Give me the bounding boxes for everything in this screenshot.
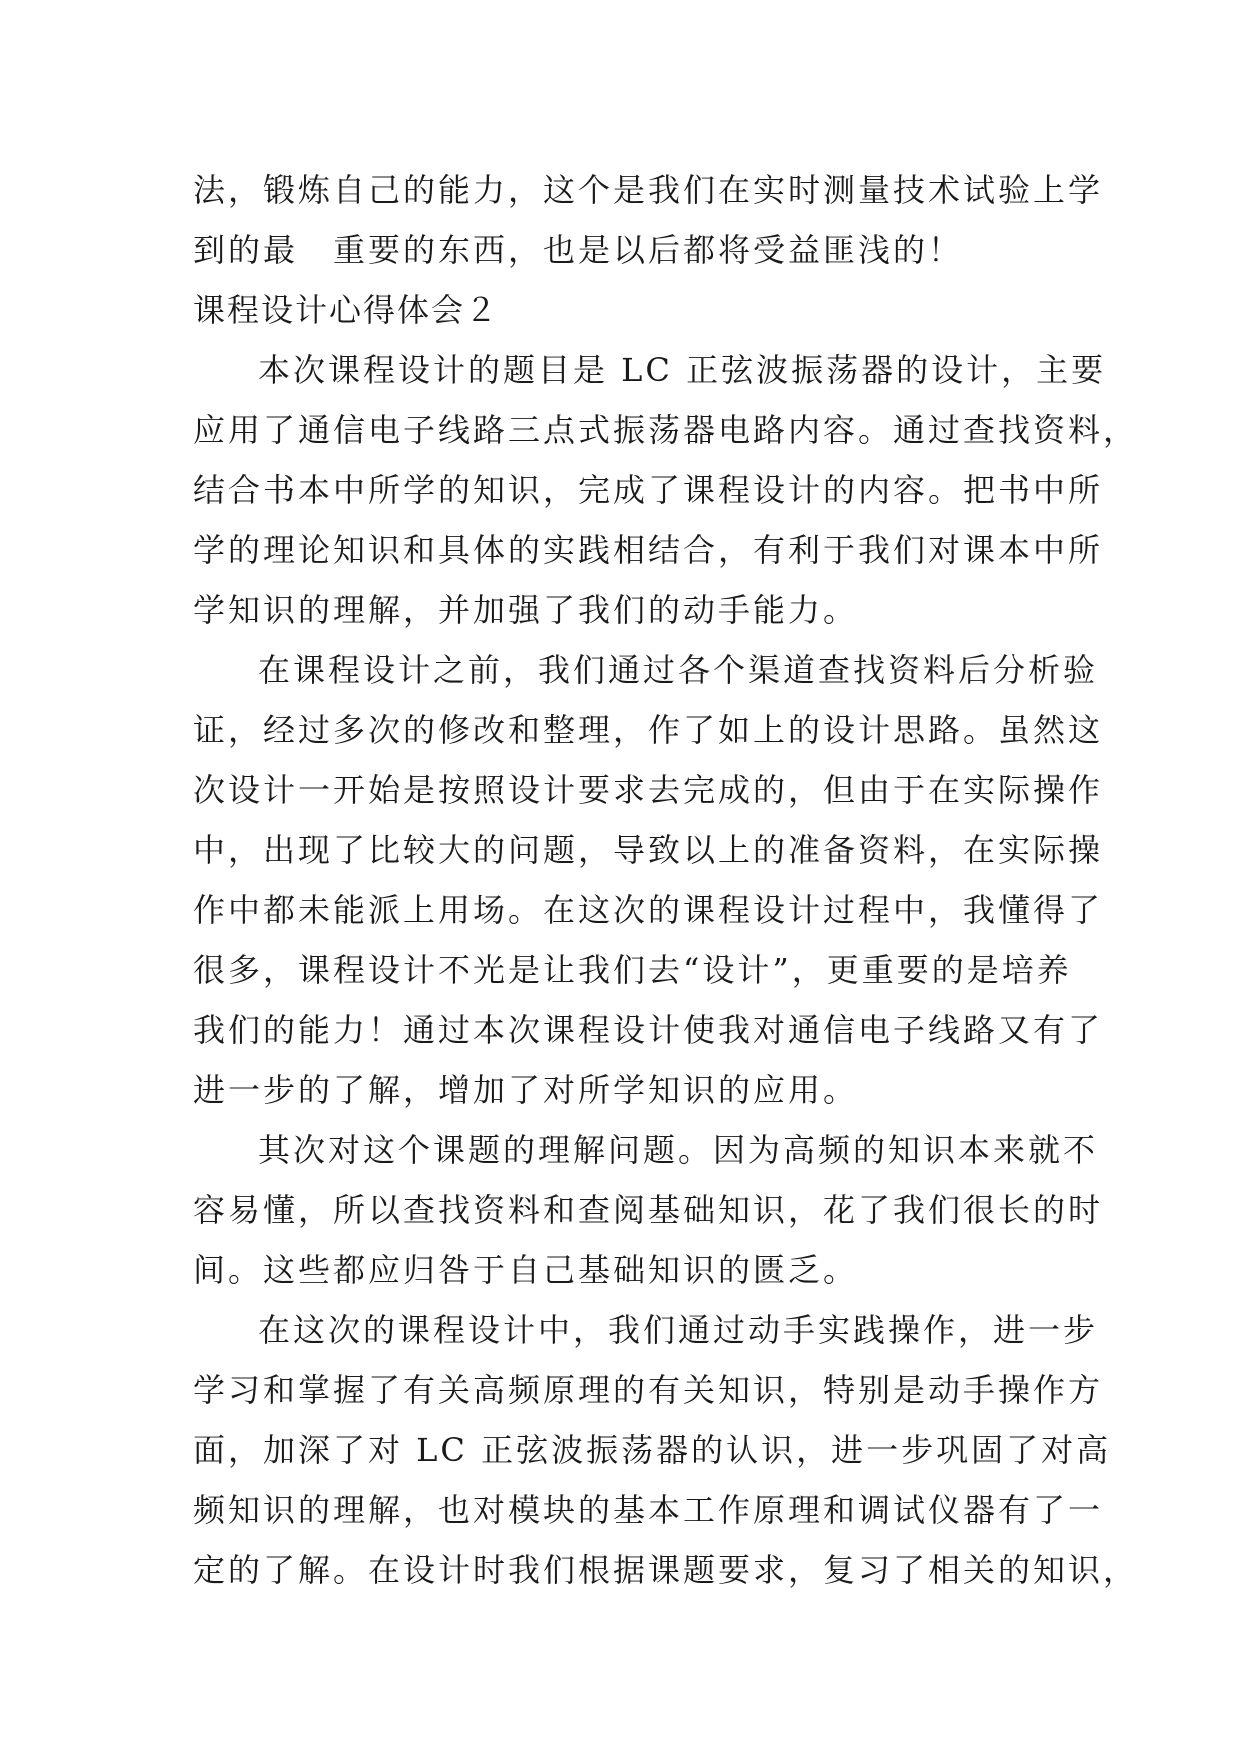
text-line: 频知识的理解，也对模块的基本工作原理和调试仪器有了一 (193, 1491, 1104, 1529)
section-heading: 课程设计心得体会２ (193, 291, 500, 329)
text-line: 面，加深了对 LC 正弦波振荡器的认识，进一步巩固了对高 (193, 1431, 1112, 1469)
text-line: 到的最 重要的东西，也是以后都将受益匪浅的！ (193, 231, 964, 269)
text-line: 本次课程设计的题目是 LC 正弦波振荡器的设计，主要 (258, 351, 1107, 389)
text-line: 学知识的理解，并加强了我们的动手能力。 (193, 591, 859, 629)
text-line: 进一步的了解，增加了对所学知识的应用。 (193, 1071, 859, 1109)
text-line: 次设计一开始是按照设计要求去完成的，但由于在实际操作 (193, 771, 1104, 809)
text-line: 在课程设计之前，我们通过各个渠道查找资料后分析验 (258, 651, 1099, 689)
text-line: 作中都未能派上用场。在这次的课程设计过程中，我懂得了 (193, 891, 1104, 929)
text-line: 中，出现了比较大的问题，导致以上的准备资料，在实际操 (193, 831, 1104, 869)
document-body (193, 160, 1139, 1600)
text-line: 学的理论知识和具体的实践相结合，有利于我们对课本中所 (193, 531, 1104, 569)
text-line: 很多，课程设计不光是让我们去“设计”，更重要的是培养 (193, 951, 1072, 989)
text-line: 间。这些都应归咎于自己基础知识的匮乏。 (193, 1251, 859, 1289)
text-line: 容易懂，所以查找资料和查阅基础知识，花了我们很长的时 (193, 1191, 1104, 1229)
text-line: 结合书本中所学的知识，完成了课程设计的内容。把书中所 (193, 471, 1104, 509)
text-line: 我们的能力！通过本次课程设计使我对通信电子线路又有了 (193, 1011, 1104, 1049)
text-line: 学习和掌握了有关高频原理的有关知识，特别是动手操作方 (193, 1371, 1104, 1409)
text-line: 应用了通信电子线路三点式振荡器电路内容。通过查找资料， (193, 411, 1139, 449)
text-line: 证，经过多次的修改和整理，作了如上的设计思路。虽然这 (193, 711, 1104, 749)
text-line: 在这次的课程设计中，我们通过动手实践操作，进一步 (258, 1311, 1099, 1349)
text-line: 其次对这个课题的理解问题。因为高频的知识本来就不 (258, 1131, 1099, 1169)
text-line: 法，锻炼自己的能力，这个是我们在实时测量技术试验上学 (193, 171, 1104, 209)
text-line: 定的了解。在设计时我们根据课题要求，复习了相关的知识， (193, 1551, 1139, 1589)
